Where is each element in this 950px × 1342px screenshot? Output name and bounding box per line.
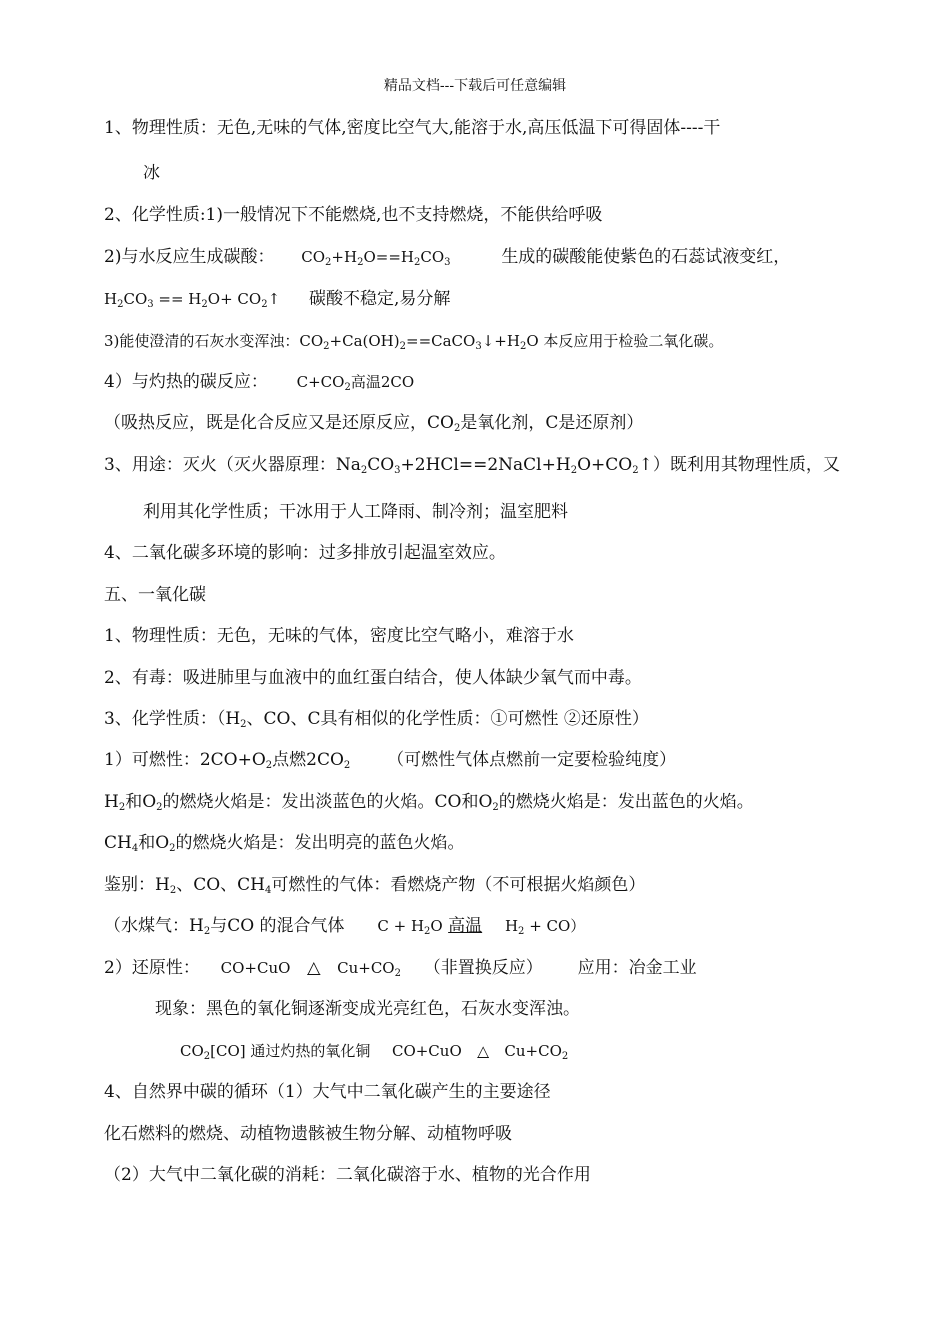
text-fragment: 2)与水反应生成碳酸：	[104, 247, 275, 267]
text-line: 冰	[143, 163, 160, 183]
text-line: $CH_4$和$O_2$的燃烧火焰是：发出明亮的蓝色火焰。	[104, 833, 465, 854]
text-line	[104, 956, 864, 980]
text-line: 3、化学性质：（$H_2$、CO、C具有相似的化学性质：①可燃性 ②还原性）	[104, 709, 649, 730]
text-line: 2、有毒：吸进肺里与血液中的血红蛋白结合，使人体缺少氧气而中毒。	[104, 668, 642, 688]
formula: $H_2 + CO$）	[504, 917, 586, 937]
text-fragment: （可燃性气体点燃前一定要检验纯度）	[387, 750, 677, 770]
heat-triangle-icon: △	[477, 1042, 489, 1060]
formula: $C + H_2O$	[377, 917, 443, 937]
text-fragment: （非置换反应）	[423, 958, 543, 978]
formula: $C+CO_2$高温2CO	[296, 373, 415, 393]
heat-triangle-icon: △	[307, 958, 321, 978]
text-line: 3、用途：灭火（灭火器原理：$Na_2CO_3+2HCl==2NaCl+H_2O+CO_2↑$）既利用其物理性质，又	[104, 455, 840, 476]
text-fragment: 2）还原性：	[104, 958, 200, 978]
text-line: 现象：黑色的氧化铜逐渐变成光亮红色，石灰水变浑浊。	[155, 999, 580, 1019]
formula: $Cu+CO_2$	[337, 959, 401, 979]
reaction-condition: 高温	[448, 916, 483, 936]
text-line: 4、二氧化碳多环境的影响：过多排放引起温室效应。	[104, 543, 506, 563]
text-fragment: （水煤气：$H_2$与CO 的混合气体	[104, 916, 345, 937]
page-header: 精品文档---下载后可任意编辑	[383, 78, 567, 94]
text-fragment: 1）可燃性：$2CO+O_2$点燃$2CO_2$	[104, 750, 351, 771]
text-line: 五、一氧化碳	[104, 585, 206, 605]
text-line: 4、自然界中碳的循环（1）大气中二氧化碳产生的主要途径	[104, 1082, 551, 1102]
text-fragment: 4）与灼热的碳反应：	[104, 372, 268, 392]
text-line	[104, 748, 864, 772]
text-line: 1、物理性质：无色,无味的气体,密度比空气大,能溶于水,高压低温下可得固体----干	[104, 118, 721, 138]
text-line	[104, 287, 864, 311]
text-line	[180, 1039, 940, 1063]
text-fragment: 生成的碳酸能使紫色的石蕊试液变红，	[501, 247, 791, 267]
text-fragment: 碳酸不稳定,易分解	[308, 289, 451, 309]
text-line: （吸热反应，既是化合反应又是还原反应，$CO_2$是氧化剂，C是还原剂）	[104, 413, 644, 434]
text-fragment: 应用：冶金工业	[577, 958, 697, 978]
text-line: 2、化学性质:1)一般情况下不能燃烧,也不支持燃烧，不能供给呼吸	[104, 205, 603, 225]
text-line: $H_2$和$O_2$的燃烧火焰是：发出淡蓝色的火焰。CO和$O_2$的燃烧火焰是：发出蓝色的火焰。	[104, 792, 754, 813]
text-line: 3)能使澄清的石灰水变浑浊：$CO_2+Ca(OH)_2==CaCO_3↓+H_2O$ 本反应用于检验二氧化碳。	[104, 332, 724, 352]
text-line: （2）大气中二氧化碳的消耗：二氧化碳溶于水、植物的光合作用	[104, 1165, 591, 1185]
text-line: 鉴别：$H_2$、CO、$CH_4$可燃性的气体：看燃烧产物（不可根据火焰颜色）	[104, 875, 646, 896]
text-line	[104, 245, 864, 269]
formula: $H_2CO_3 == H_2O+$ $CO_2↑$	[104, 290, 281, 310]
formula: CO+CuO	[391, 1042, 462, 1060]
formula: $CO_2+H_2O==H_2CO_3$	[301, 248, 451, 268]
text-line	[104, 370, 864, 394]
text-line: 化石燃料的燃烧、动植物遗骸被生物分解、动植物呼吸	[104, 1124, 512, 1144]
text-line	[104, 914, 864, 938]
text-line: 1、物理性质：无色，无味的气体，密度比空气略小，难溶于水	[104, 626, 574, 646]
formula: $CO_2[CO]$ 通过灼热的氧化铜	[180, 1042, 371, 1062]
text-line: 利用其化学性质；干冰用于人工降雨、制冷剂；温室肥料	[143, 502, 568, 522]
formula: CO+CuO	[220, 959, 291, 977]
formula: $Cu+CO_2$	[504, 1042, 569, 1062]
